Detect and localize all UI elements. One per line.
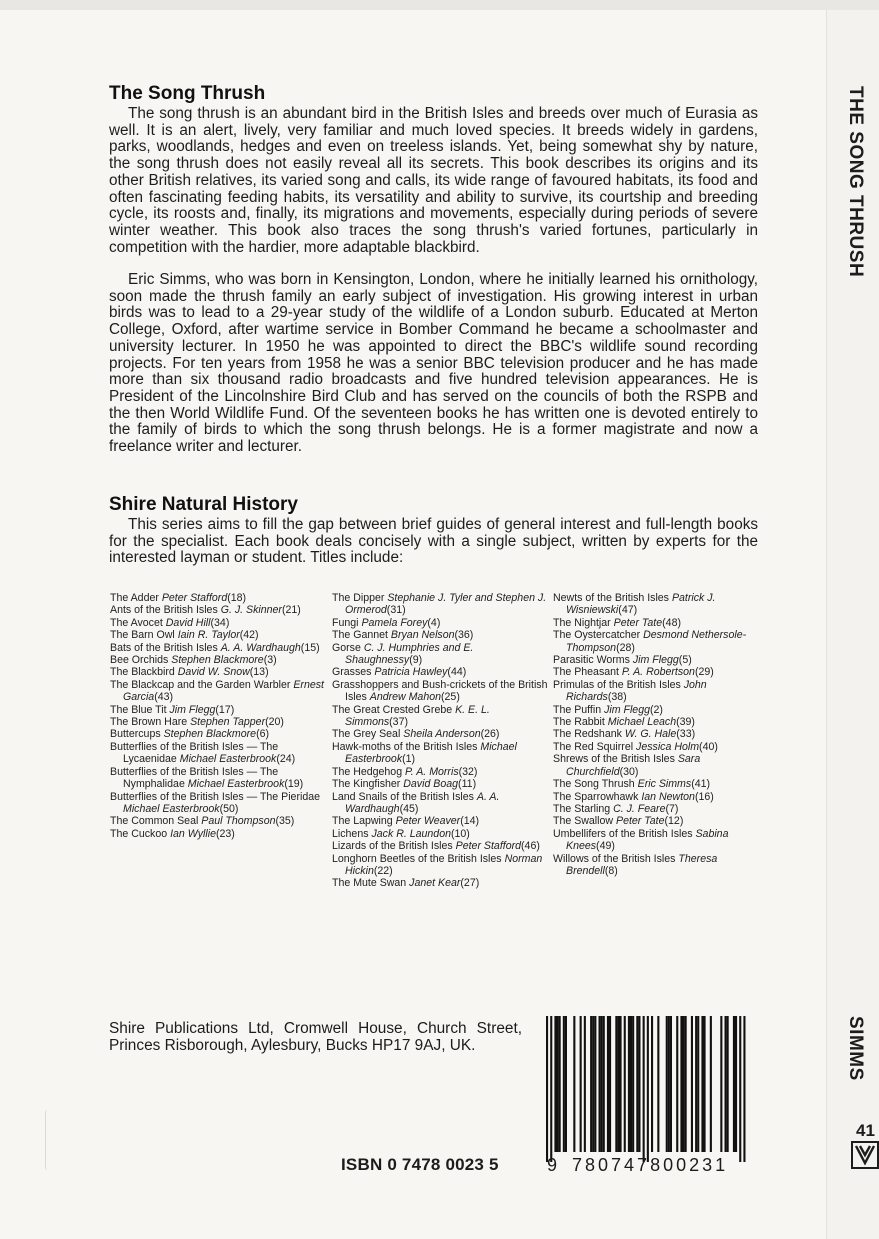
barcode-bar [632,1016,634,1152]
title-name: The Lapwing [332,815,393,828]
title-number: (10) [450,827,470,840]
title-number: (22) [373,864,393,877]
isbn: ISBN 0 7478 0023 5 [341,1155,499,1174]
barcode-bar [691,1016,693,1152]
title-number: (36) [454,629,474,642]
title-name: The Redshank [553,728,622,741]
title-name: Shrews of the British Isles [553,753,675,766]
title-name: The Barn Owl [110,629,175,642]
barcode-bar [590,1016,592,1152]
barcode-bar [704,1016,706,1152]
title-author: C. J. Humphries and E. Shaughnessy [345,641,474,667]
title-author: P. A. Morris [405,765,459,778]
title-name: The Gannet [332,629,388,642]
title-name: The Blue Tit [110,703,167,716]
title-author: Jack R. Laundon [371,827,451,840]
title-number: (14) [460,815,480,828]
title-item [110,679,326,704]
title-author: Theresa Brendell [566,852,718,877]
title-name: Parasitic Worms [553,654,630,667]
title-name: The Blackbird [110,666,175,679]
barcode-bar [607,1016,609,1152]
title-author: P. A. Robertson [621,666,695,679]
title-item [553,815,769,827]
title-author: Michael Easterbrook [179,753,277,766]
title-name: Bee Orchids [110,654,169,667]
title-name: The Cuckoo [110,827,168,840]
title-author: Paul Thompson [201,815,276,828]
title-number: (6) [256,728,270,741]
title-author: Peter Tate [616,815,665,828]
title-number: (48) [662,616,681,629]
title-number: (28) [616,641,635,654]
title-item [553,704,769,716]
title-item [110,629,326,641]
title-item [553,853,769,878]
title-name: Lichens [332,827,369,840]
title-item [553,666,769,678]
title-author: Sara Churchfield [566,753,701,778]
barcode-bar [599,1016,601,1152]
title-name: Butterflies of the British Isles — The Nymphalidae [110,765,279,791]
title-number: (33) [676,728,696,741]
barcode-bar [601,1016,603,1152]
title-item [553,654,769,666]
title-number: (41) [691,778,711,791]
title-author: Ian Wyllie [170,827,216,840]
title-name: The Pheasant [553,666,619,679]
barcode-bar [636,1016,638,1152]
title-author: John Richards [566,678,707,704]
title-number: (9) [409,654,423,667]
spine-series-number: 41 [856,1121,875,1140]
title-item [332,853,548,878]
barcode-bar [680,1016,682,1152]
title-author: Andrew Mahon [369,691,442,704]
title-number: (20) [265,716,284,729]
title-item [332,741,548,766]
barcode-bar [668,1016,670,1152]
title-item [553,741,769,753]
title-name: Primulas of the British Isles [553,678,681,691]
barcode-bar [651,1016,653,1152]
barcode-bar [638,1016,640,1152]
title-item [332,679,548,704]
title-author: Michael Easterbrook [123,802,220,815]
title-item [110,741,326,766]
title-author: G. J. Skinner [220,604,282,617]
title-name: The Blackcap and the Garden Warbler [110,678,291,691]
title-number: (44) [447,666,467,679]
title-name: The Puffin [553,703,602,716]
title-item [553,803,769,815]
title-item [332,728,548,740]
author-bio-paragraph: Eric Simms, who was born in Kensington, London, where he initially learned his ornithology, soon made the thrush family an early subject of investigation. His growing interest in urban birds was to lead to a 29-year study of the wildlife of a London suburb. Educated at Merton College, Oxford, after wartime service in Bomber Command he became a schoolmaster and university lecturer. In 1950 he was appointed to direct the BBC's wildlife sound recording projects. For ten years from 1958 he was a senior BBC television producer and he has made more than six thousand radio broadcasts and five hundred television appearances. He is President of the Lincolnshire Bird Club and has served on the councils of both the RSPB and the then World Wildlife Fund. Of the seventeen books he has written one is devoted entirely to the family of birds to which the song thrush belongs. He is a former magistrate and now a freelance writer and lecturer. [109,271,758,456]
barcode-bar [628,1016,630,1152]
barcode-bar [615,1016,617,1152]
title-number: (37) [389,716,408,729]
barcode-bar [697,1016,699,1152]
title-author: Bryan Nelson [390,629,455,642]
title-author: Jim Flegg [169,703,216,716]
title-author: Ian Newton [641,790,695,803]
title-name: Hawk-moths of the British Isles [332,740,478,753]
barcode-bar [735,1016,737,1152]
title-name: Willows of the British Isles [553,852,676,865]
title-item [332,617,548,629]
title-name: The Kingfisher [332,778,401,791]
title-author: A. A. Wardhaugh [220,641,301,654]
title-name: Gorse [332,641,361,654]
title-name: The Brown Hare [110,716,188,729]
section-heading-song-thrush: The Song Thrush [109,83,266,104]
barcode-bar [733,1016,735,1152]
title-name: The Swallow [553,815,614,828]
shire-logo-icon [851,1141,879,1169]
barcode-bar [550,1016,552,1162]
title-item [110,642,326,654]
title-item [110,828,326,840]
title-author: Sabina Knees [566,827,729,853]
title-name: Ants of the British Isles [110,604,218,617]
title-item [110,791,326,816]
title-item [110,728,326,740]
barcode-bar [666,1016,668,1152]
barcode-bar [739,1016,741,1162]
title-item [332,666,548,678]
title-number: (16) [694,790,714,803]
barcode-bar [584,1016,586,1152]
title-number: (27) [460,877,480,890]
title-item [553,728,769,740]
title-item [553,592,769,617]
barcode-bar [557,1016,559,1152]
title-author: Desmond Nethersole-Thompson [566,629,747,654]
barcode [540,1016,752,1164]
title-name: The Nightjar [553,616,611,629]
barcode-bar [603,1016,605,1152]
barcode-bar [546,1016,548,1162]
title-number: (11) [458,778,477,791]
title-name: Land Snails of the British Isles [332,790,474,803]
barcode-bar [559,1016,561,1152]
barcode-bar [594,1016,596,1152]
description-paragraph: The song thrush is an abundant bird in the British Isles and breeds over much of Eurasia as well. It is an alert, lively, very familiar and much loved species. It breeds widely in gardens, parks, woodlands, hedges and even on treeless islands. Yet, being somewhat shy by nature, the song thrush does not easily reveal all its secrets. This book describes its origins and its other British relatives, its varied song and calls, its wide range of favoured habitats, its food and often fascinating feeding habits, its versatility and ability to survive, its courtship and breeding cycle, its roosts and, finally, its migrations and movements, especially during periods of severe winter weather. This book also traces the song thrush's varied fortunes, particularly in competition with the hardier, more adaptable blackbird. [109,105,758,256]
barcode-bar [695,1016,697,1152]
title-author: Michael Leach [607,716,677,729]
barcode-bar [701,1016,703,1152]
title-author: Sheila Anderson [403,728,481,741]
title-name: Grasshoppers and Bush-crickets of the British Isles [332,678,548,704]
title-number: (1) [402,753,416,766]
barcode-bar [670,1016,672,1152]
title-author: Patricia Hawley [374,666,448,679]
title-number: (34) [210,616,230,629]
title-item [332,766,548,778]
barcode-bar [554,1016,556,1152]
title-item [110,666,326,678]
title-number: (46) [521,840,540,853]
title-name: Longhorn Beetles of the British Isles [332,852,502,865]
title-number: (40) [699,740,718,753]
barcode-bar [683,1016,685,1152]
title-name: The Song Thrush [553,778,635,791]
title-item [332,778,548,790]
title-item [110,654,326,666]
title-item [553,679,769,704]
title-item [553,828,769,853]
title-number: (47) [618,604,638,617]
title-author: K. E. L. Simmons [345,703,490,729]
title-number: (17) [215,703,235,716]
title-author: Patrick J. Wisniewski [566,592,716,617]
title-author: Michael Easterbrook [345,740,517,766]
title-name: The Common Seal [110,815,199,828]
barcode-bar [647,1016,649,1162]
title-item [332,791,548,816]
barcode-digits: 780747800231 [572,1155,729,1175]
title-number: (15) [300,641,320,654]
title-author: Peter Weaver [395,815,461,828]
title-number: (21) [281,604,301,617]
title-number: (5) [678,654,692,667]
title-author: W. G. Hale [624,728,677,741]
title-name: Lizards of the British Isles [332,840,453,853]
title-author: David Boag [403,778,459,791]
title-author: David Hill [165,616,211,629]
title-author: Stephen Tapper [190,716,266,729]
title-item [332,704,548,729]
title-author: Iain R. Taylor [177,629,240,642]
titles-column-1 [110,592,326,840]
title-name: The Great Crested Grebe [332,703,453,716]
title-item [332,592,548,617]
title-author: Norman Hickin [345,852,543,877]
title-number: (7) [665,802,679,815]
title-number: (31) [386,604,406,617]
title-number: (18) [227,592,247,604]
barcode-bar [725,1016,727,1152]
title-name: Newts of the British Isles [553,592,669,604]
barcode-lead-digit: 9 [547,1155,558,1175]
title-name: The Dipper [332,592,385,604]
title-number: (23) [216,827,235,840]
paper-crease [45,1110,50,1170]
title-item [553,617,769,629]
title-author: Peter Stafford [455,840,522,853]
title-number: (35) [275,815,295,828]
title-number: (50) [219,802,239,815]
title-name: The Rabbit [553,716,605,729]
title-number: (25) [441,691,460,704]
barcode-bar [624,1016,626,1152]
title-name: Fungi [332,616,359,629]
title-name: The Grey Seal [332,728,401,741]
spine-author: SIMMS [845,1016,866,1081]
barcode-bar [565,1016,567,1152]
title-name: Umbellifers of the British Isles [553,827,693,840]
title-author: Peter Stafford [161,592,228,604]
barcode-bar [727,1016,729,1152]
barcode-bar [573,1016,575,1152]
titles-column-2 [332,592,548,890]
title-item [553,778,769,790]
title-author: Janet Kear [409,877,461,890]
title-item [332,642,548,667]
title-item [553,716,769,728]
title-name: The Sparrowhawk [553,790,639,803]
barcode-bar [617,1016,619,1152]
title-number: (4) [427,616,441,629]
title-name: Buttercups [110,728,161,741]
title-author: Stephen Blackmore [171,654,264,667]
barcode-bar [630,1016,632,1152]
barcode-bar [657,1016,659,1152]
barcode-bar [643,1016,645,1162]
title-name: Grasses [332,666,372,679]
title-number: (29) [694,666,714,679]
title-name: The Red Squirrel [553,740,634,753]
title-name: Butterflies of the British Isles — The Pieridae [110,790,321,803]
title-number: (8) [604,864,618,877]
series-paragraph: This series aims to fill the gap between brief guides of general interest and full-length books for the specialist. Each book deals concisely with a single subject, written by experts for the interested layman or student. Titles include: [109,516,758,567]
title-item [110,815,326,827]
publisher-address: Shire Publications Ltd, Cromwell House, Church Street, Princes Risborough, Aylesbury, Bucks HP17 9AJ, UK. [109,1020,522,1054]
title-number: (32) [458,765,478,778]
title-item [332,840,548,852]
barcode-bar [685,1016,687,1152]
title-item [110,604,326,616]
barcode-bar [743,1016,745,1162]
title-author: Jim Flegg [604,703,650,716]
title-number: (49) [596,840,615,853]
title-name: The Oystercatcher [553,629,641,642]
barcode-bar [620,1016,622,1152]
title-number: (12) [664,815,684,828]
barcode-bar [676,1016,678,1152]
title-item [110,704,326,716]
section-heading-shire: Shire Natural History [109,494,298,515]
title-number: (30) [619,765,639,778]
title-number: (26) [480,728,500,741]
titles-column-3 [553,592,769,877]
title-name: Butterflies of the British Isles — The Lycaenidae [110,740,279,766]
title-name: The Avocet [110,616,163,629]
title-item [332,877,548,889]
title-author: Eric Simms [637,778,692,791]
title-name: The Hedgehog [332,765,403,778]
title-number: (19) [284,778,304,791]
barcode-bar [720,1016,722,1152]
title-number: (43) [154,691,174,704]
title-item [110,617,326,629]
title-name: The Mute Swan [332,877,407,890]
title-number: (38) [607,691,627,704]
title-item [332,815,548,827]
title-item [553,753,769,778]
title-item [110,716,326,728]
title-item [332,629,548,641]
title-number: (39) [676,716,695,729]
spine-title: THE SONG THRUSH [845,86,866,278]
title-author: Ernest Garcia [123,678,324,704]
title-number: (3) [263,654,277,667]
title-number: (45) [399,802,419,815]
barcode-bar [592,1016,594,1152]
title-author: A. A. Wardhaugh [345,790,500,815]
title-author: Stephanie J. Tyler and Stephen J. Ormerod [345,592,547,617]
barcode-bar [710,1016,712,1152]
title-item [553,629,769,654]
title-number: (24) [276,753,296,766]
title-item [332,828,548,840]
barcode-bar [580,1016,582,1152]
title-author: C. J. Feare [613,802,666,815]
title-name: The Starling [553,802,611,815]
title-item [110,592,326,604]
title-author: Jim Flegg [632,654,679,667]
title-item [110,766,326,791]
title-number: (2) [649,703,663,716]
title-author: Michael Easterbrook [187,778,285,791]
title-name: Bats of the British Isles [110,641,218,654]
barcode-bar [563,1016,565,1152]
title-item [553,791,769,803]
title-author: David W. Snow [177,666,250,679]
title-number: (13) [249,666,269,679]
title-author: Peter Tate [613,616,663,629]
title-name: The Adder [110,592,159,604]
barcode-bar [609,1016,611,1152]
title-number: (42) [239,629,259,642]
title-author: Jessica Holm [636,740,700,753]
title-author: Pamela Forey [361,616,428,629]
title-author: Stephen Blackmore [163,728,257,741]
